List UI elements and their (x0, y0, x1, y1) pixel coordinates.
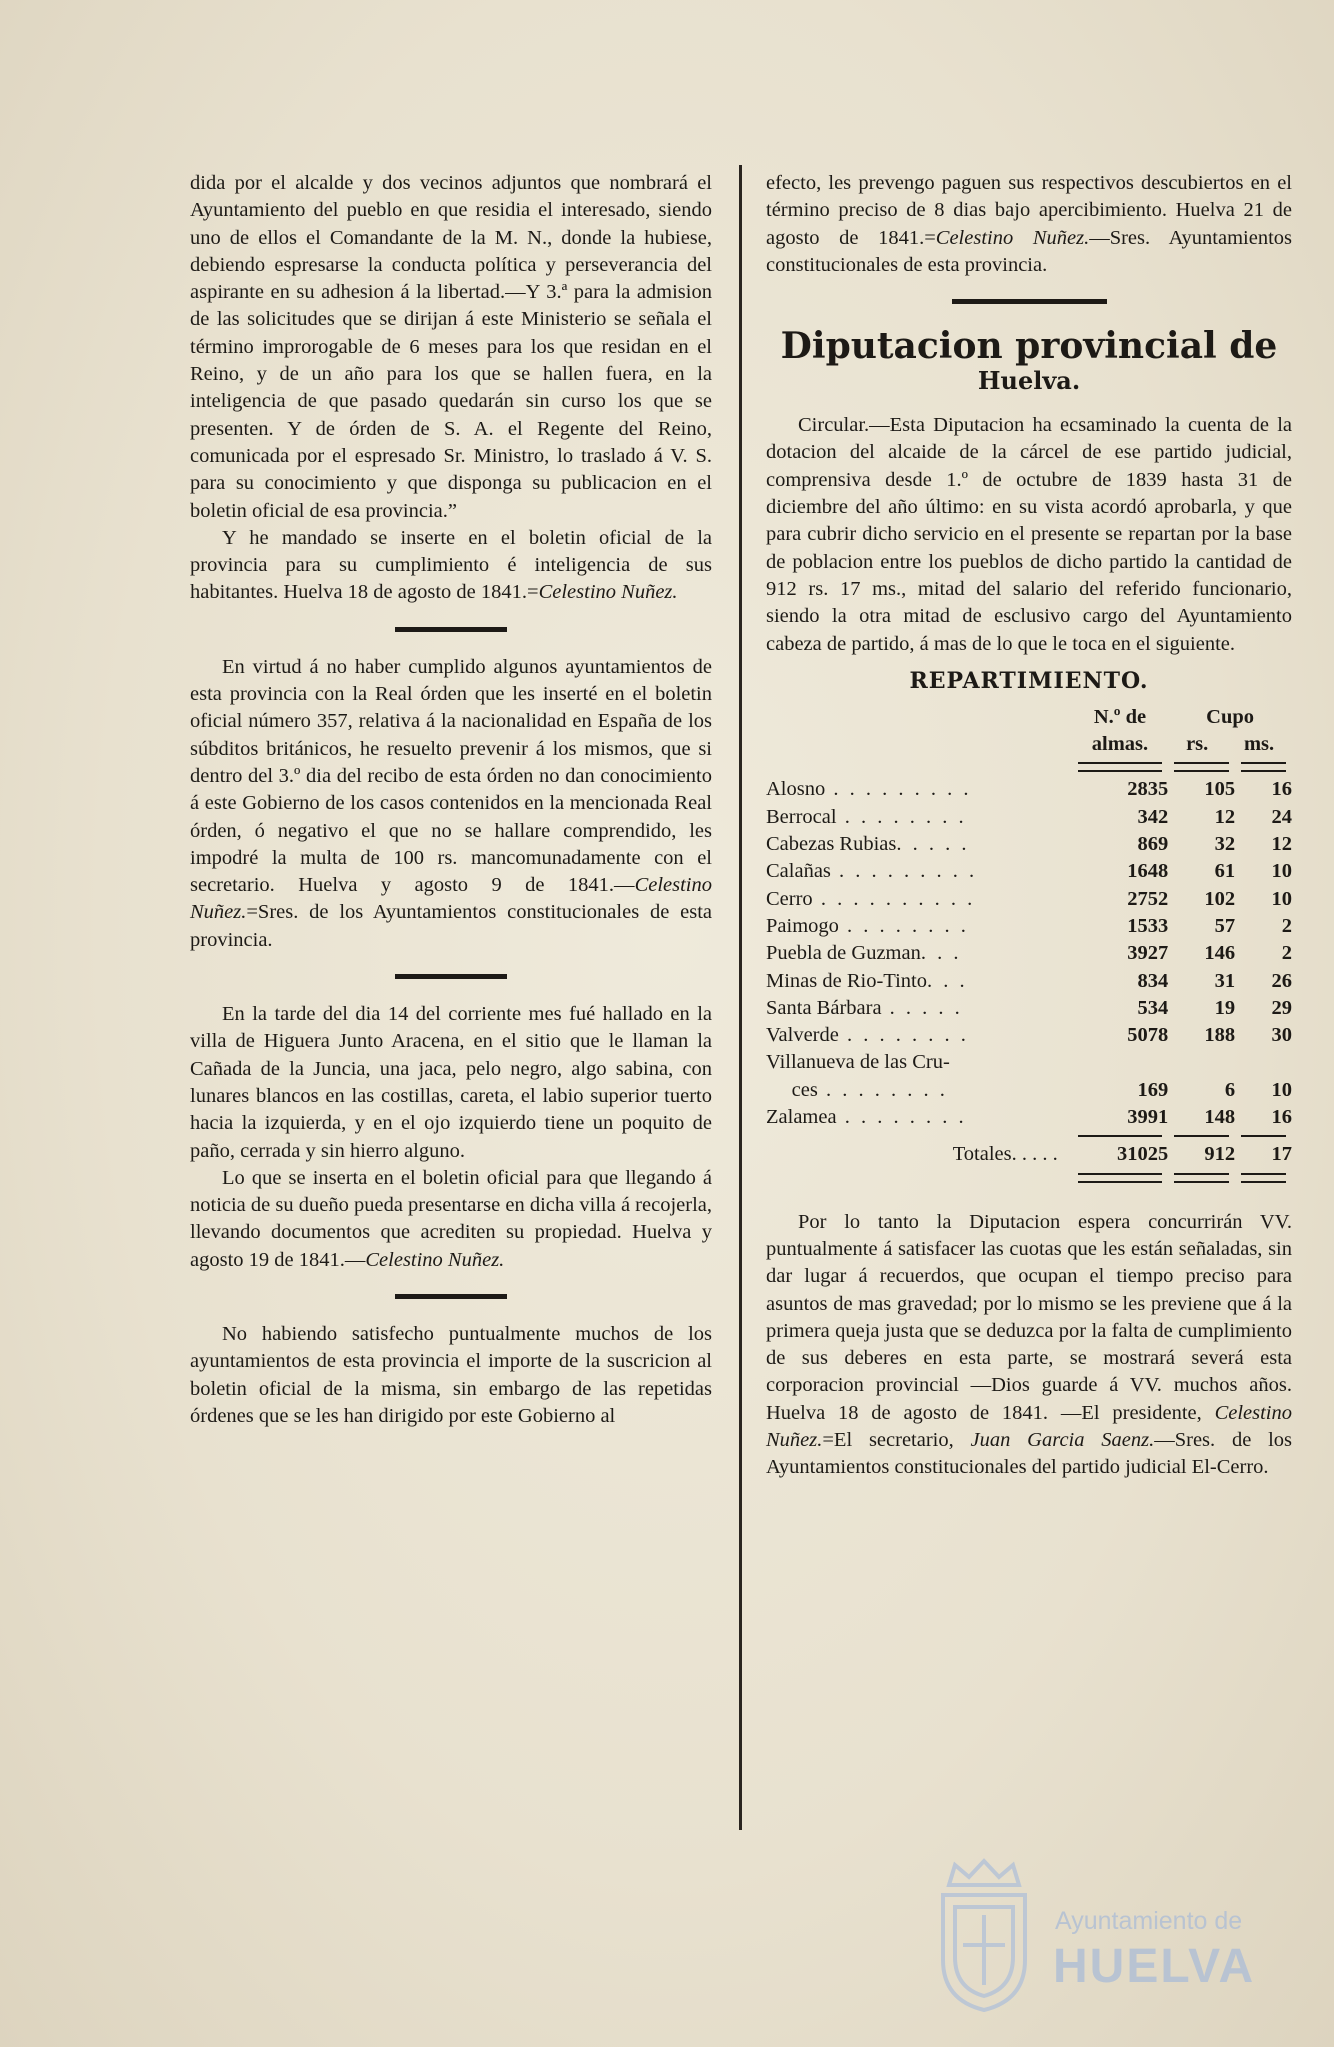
row-ms: 26 (1271, 969, 1292, 992)
rule-cell (1072, 1169, 1168, 1187)
total-rule-row (766, 1131, 1292, 1141)
row-pop: 534 (1137, 996, 1169, 1019)
row-rs: 31 (1214, 969, 1236, 992)
row-rs (1168, 1049, 1235, 1076)
spacer (766, 1187, 1292, 1209)
row-leader-dots: . . . . . . . . . (830, 860, 978, 883)
right-paragraph-3-text: Por lo tanto la Diputacion espera concurrirán VV. puntualmente á satisfacer las cuotas que les están señaladas, sin dar lugar á recuerdos, que ocupan el tiempo preciso para asuntos de mas gravedad; por lo mismo se les previene que á la primera queja justa que se deduzca por la falta de cumplimiento de sus deberes en esta parte, se mostrará severá esta corporacion provincial —Dios guarde á VV. muchos años. Huelva 18 de agosto de 1841. —El presidente, (766, 1210, 1292, 1424)
row-pop: 3991 (1127, 1106, 1169, 1129)
row-pop: 1533 (1127, 914, 1169, 937)
row-pop: 342 (1137, 805, 1169, 828)
row-name-cell (766, 858, 1072, 885)
left-paragraph-3-tail: =Sres. de los Ayuntamientos constitucionales de esta provincia. (190, 901, 712, 951)
table-header-row (766, 704, 1292, 759)
row-name: ces (766, 1078, 818, 1101)
row-pop: 869 (1137, 833, 1169, 856)
row-name: Zalamea (766, 1106, 837, 1129)
row-name: Valverde (766, 1024, 839, 1047)
section-subhead: Huelva. (977, 366, 1081, 396)
left-paragraph-5 (190, 1165, 712, 1274)
row-ms: 10 (1271, 887, 1292, 910)
row-name: Berrocal (766, 805, 837, 828)
header-ms: ms. (1243, 733, 1275, 756)
row-rs: 102 (1204, 887, 1236, 910)
header-rule-row (766, 758, 1292, 776)
rule-cell (1235, 1131, 1292, 1141)
row-name-cell (766, 1104, 1072, 1131)
totals-rs: 912 (1204, 1143, 1236, 1166)
table-row (766, 995, 1292, 1022)
row-name-cell (766, 804, 1072, 831)
single-rule (1078, 1135, 1162, 1137)
row-rs: 6 (1224, 1078, 1236, 1101)
row-name: Paimogo (766, 914, 839, 937)
right-paragraph-1 (766, 170, 1292, 279)
row-ms: 24 (1271, 805, 1292, 828)
row-pop: 169 (1137, 1078, 1169, 1101)
section-divider (395, 974, 507, 979)
row-rs: 12 (1214, 805, 1236, 828)
row-ms: 10 (1271, 1078, 1292, 1101)
double-rule (1241, 762, 1286, 772)
left-paragraph-3 (190, 654, 712, 954)
rule-cell (1168, 1169, 1235, 1187)
totals-row (766, 1141, 1292, 1168)
signature: Celestino Nuñez. (190, 874, 712, 924)
table-title: REPARTIMIENTO. (909, 667, 1149, 694)
row-rs: 188 (1204, 1024, 1236, 1047)
right-paragraph-1-text: efecto, les prevengo paguen sus respectivos descubiertos en el término preciso de 8 dias bajo apercibimiento. Huelva 21 de agosto de 1841.= (766, 172, 1292, 249)
row-name: Calañas (766, 860, 831, 883)
left-paragraph-2 (190, 525, 712, 607)
signature: Celestino Nuñez. (766, 1401, 1292, 1451)
row-name-cell (766, 1049, 1072, 1076)
signature: Celestino Nuñez. (538, 581, 678, 604)
row-name: Cerro (766, 887, 813, 910)
row-name-cell (766, 995, 1072, 1022)
spacer (766, 758, 1072, 776)
right-paragraph-2: Circular.—Esta Diputacion ha ecsaminado la cuenta de la dotacion del alcaide de la cárcel de ese partido judicial, comprensiva desde 1.º de octubre de 1839 hasta 31 de diciembre del año último: en su vista acordó aprobarla, y que para cubrir dicho servicio en el presente se repartan por la base de poblacion entre los pueblos de dicho partido la cantidad de 912 rs. 17 ms., mitad del salario del referido funcionario, siendo la otra mitad de esclusivo cargo del Ayuntamiento cabeza de partido, á mas de lo que le toca en el siguiente. (766, 414, 1292, 655)
repartimiento-table (766, 704, 1292, 1187)
double-rule (1078, 762, 1162, 772)
row-rs: 146 (1204, 942, 1236, 965)
row-leader-dots: . . . . . (896, 833, 970, 856)
row-leader-dots: . . . (927, 969, 968, 992)
signature: Juan Garcia Saenz. (970, 1428, 1155, 1451)
row-name-cell (766, 1022, 1072, 1049)
row-name-cell (766, 776, 1072, 803)
bottom-rule-row (766, 1169, 1292, 1187)
double-rule (1174, 762, 1229, 772)
row-ms: 16 (1271, 778, 1292, 801)
row-ms: 12 (1271, 833, 1292, 856)
row-name: Puebla de Guzman (766, 942, 921, 965)
row-pop (1072, 1049, 1168, 1076)
row-leader-dots: . . . . . . . . (836, 1106, 967, 1129)
column-rule (739, 165, 742, 1830)
rule-cell (1235, 758, 1292, 776)
row-rs: 57 (1214, 914, 1236, 937)
left-paragraph-1: dida por el alcalde y dos vecinos adjuntos que nombrará el Ayuntamiento del pueblo en que residia el interesado, siendo uno de ellos el Comandante de la M. N., donde la hubiese, debiendo espresarse la conducta política y perseverancia del aspirante en su adhesion á la libertad.—Y 3.ª para la admision de las solicitudes que se dirijan á este Ministerio se señala el término improrogable de 6 meses para los que residan en el Reino, y de un año para los que se hallen fuera, en la inteligencia de que pasado quedarán sin curso los que se presenten. Y de órden de S. A. el Regente del Reino, comunicada por el espresado Sr. Ministro, lo traslado á V. S. para su conocimiento y que disponga su publicacion en el boletin oficial de esa provincia.” (190, 172, 712, 522)
row-leader-dots: . . . . . . . . . . (812, 887, 976, 910)
row-name-cell (766, 913, 1072, 940)
table-row (766, 913, 1292, 940)
row-ms: 2 (1281, 942, 1292, 965)
left-paragraph-2-text: Y he mandado se inserte en el boletin oficial de la provincia para su cumplimiento é inteligencia de sus habitantes. Huelva 18 de agosto de 1841.= (190, 526, 712, 604)
right-paragraph-1-tail: —Sres. Ayuntamientos constitucionales de esta provincia. (766, 226, 1292, 276)
totals-pop: 31025 (1116, 1143, 1169, 1166)
left-paragraph-5-text: Lo que se inserta en el boletin oficial para que llegando á noticia de su dueño pueda presentarse en dicha villa á recojerla, llevando documentos que acrediten su propiedad. Huelva y agosto 19 de 1841.— (190, 1166, 712, 1271)
rule-cell (1235, 1169, 1292, 1187)
table-row (766, 1022, 1292, 1049)
header-rs: rs. (1186, 733, 1209, 756)
table-row (766, 886, 1292, 913)
section-divider (395, 627, 507, 632)
left-paragraph-4: En la tarde del dia 14 del corriente mes fué hallado en la villa de Higuera Junto Aracena, en el sitio que le llaman la Cañada de la Juncia, una jaca, pelo negro, algo sabina, con lunares blancos en las costillas, careta, el labio superior tuerto hacia la izquierda, y en el ojo izquierdo tiene un poquito de paño, cerrada y sin hierro alguno. (190, 1003, 712, 1162)
row-leader-dots: . . . . . . . . . (825, 778, 972, 801)
row-leader-dots: . . . . . (881, 996, 963, 1019)
right-column (766, 170, 1292, 1482)
row-rs: 148 (1204, 1106, 1236, 1129)
row-name-cell (766, 831, 1072, 858)
watermark-line-2: HUELVA (1053, 1940, 1256, 1993)
row-ms: 16 (1271, 1106, 1292, 1129)
spacer (766, 1131, 1072, 1141)
row-ms: 29 (1271, 996, 1292, 1019)
header-cupo-label: Cupo (1206, 705, 1255, 728)
header-name (766, 704, 1072, 759)
rule-cell (1168, 758, 1235, 776)
row-name: Cabezas Rubias (766, 833, 897, 856)
row-name: Minas de Rio-Tinto (766, 969, 927, 992)
row-leader-dots: . . . (920, 942, 962, 965)
double-rule (1078, 1173, 1162, 1183)
table-row (766, 1077, 1292, 1104)
left-column (190, 170, 712, 1430)
double-rule (1174, 1173, 1229, 1183)
row-leader-dots: . . . . . . . . (838, 914, 969, 937)
row-rs: 19 (1214, 996, 1236, 1019)
row-leader-dots: . . . . . . . . (817, 1078, 948, 1101)
header-cupo (1168, 704, 1292, 759)
row-pop: 3927 (1127, 942, 1169, 965)
table-row (766, 804, 1292, 831)
table-row (766, 831, 1292, 858)
row-name-cell (766, 940, 1072, 967)
right-paragraph-3 (766, 1209, 1292, 1482)
archive-watermark (925, 1855, 1255, 2030)
single-rule (1174, 1135, 1229, 1137)
table-row (766, 858, 1292, 885)
row-pop: 1648 (1127, 860, 1169, 883)
watermark-line-1: Ayuntamiento de (1055, 1907, 1243, 1935)
totals-ms: 17 (1271, 1143, 1292, 1166)
section-divider (952, 299, 1107, 304)
table-row (766, 940, 1292, 967)
table-row (766, 1104, 1292, 1131)
row-ms (1235, 1049, 1292, 1076)
row-rs: 32 (1214, 833, 1236, 856)
coat-of-arms-icon (925, 1855, 1043, 2015)
row-leader-dots: . . . . . . . . (836, 805, 967, 828)
header-cupo-sub (1168, 731, 1292, 758)
row-ms: 2 (1281, 914, 1292, 937)
row-pop: 5078 (1127, 1024, 1169, 1047)
double-rule (1241, 1173, 1286, 1183)
table-row (766, 968, 1292, 995)
row-rs: 61 (1214, 860, 1236, 883)
rule-cell (1072, 758, 1168, 776)
row-name: Villanueva de las Cru- (766, 1051, 950, 1074)
signature: Celestino Nuñez. (935, 226, 1090, 249)
left-paragraph-3-text: En virtud á no haber cumplido algunos ayuntamientos de esta provincia con la Real órden que les inserté en el boletin oficial número 357, relativa á la nacionalidad en España de los súbditos británicos, he resuelto prevenir á los mismos, que si dentro del 3.º dia del recibo de esta órden no dan conocimiento á este Gobierno de los casos contenidos en la mencionada Real órden, ó negativo el que no se hallare comprendido, les impodré la multa de 100 rs. mancomunadamente con el secretario. Huelva y agosto 9 de 1841.— (190, 655, 712, 897)
right-paragraph-3-mid: =El secretario, (822, 1428, 971, 1451)
header-pop: N.º de almas. (1091, 705, 1149, 756)
row-ms: 10 (1271, 860, 1292, 883)
row-name-cell (766, 1077, 1072, 1104)
row-name-cell (766, 968, 1072, 995)
row-ms: 30 (1271, 1024, 1292, 1047)
row-leader-dots: . . . . . . . . (838, 1024, 969, 1047)
rule-cell (1072, 1131, 1168, 1141)
row-pop: 834 (1137, 969, 1169, 992)
table-body (766, 776, 1292, 1131)
row-name: Santa Bárbara (766, 996, 882, 1019)
signature: Celestino Nuñez. (365, 1248, 505, 1271)
row-pop: 2835 (1127, 778, 1169, 801)
row-rs: 105 (1204, 778, 1236, 801)
totals-label: Totales. . . . . (952, 1143, 1058, 1166)
spacer (766, 1169, 1072, 1187)
section-divider (395, 1294, 507, 1299)
section-headline: Diputacion provincial de (780, 325, 1278, 368)
table-row (766, 1049, 1292, 1076)
right-paragraph-3-tail: —Sres. de los Ayuntamientos constitucionales del partido judicial El-Cerro. (766, 1428, 1293, 1479)
row-name: Alosno (766, 778, 826, 801)
table-row (766, 776, 1292, 803)
single-rule (1241, 1135, 1286, 1137)
rule-cell (1168, 1131, 1235, 1141)
row-name-cell (766, 886, 1072, 913)
left-paragraph-6: No habiendo satisfecho puntualmente muchos de los ayuntamientos de esta provincia el importe de la suscricion al boletin oficial de la misma, sin embargo de las repetidas órdenes que se les han dirigido por este Gobierno al (190, 1322, 712, 1427)
row-pop: 2752 (1127, 887, 1169, 910)
